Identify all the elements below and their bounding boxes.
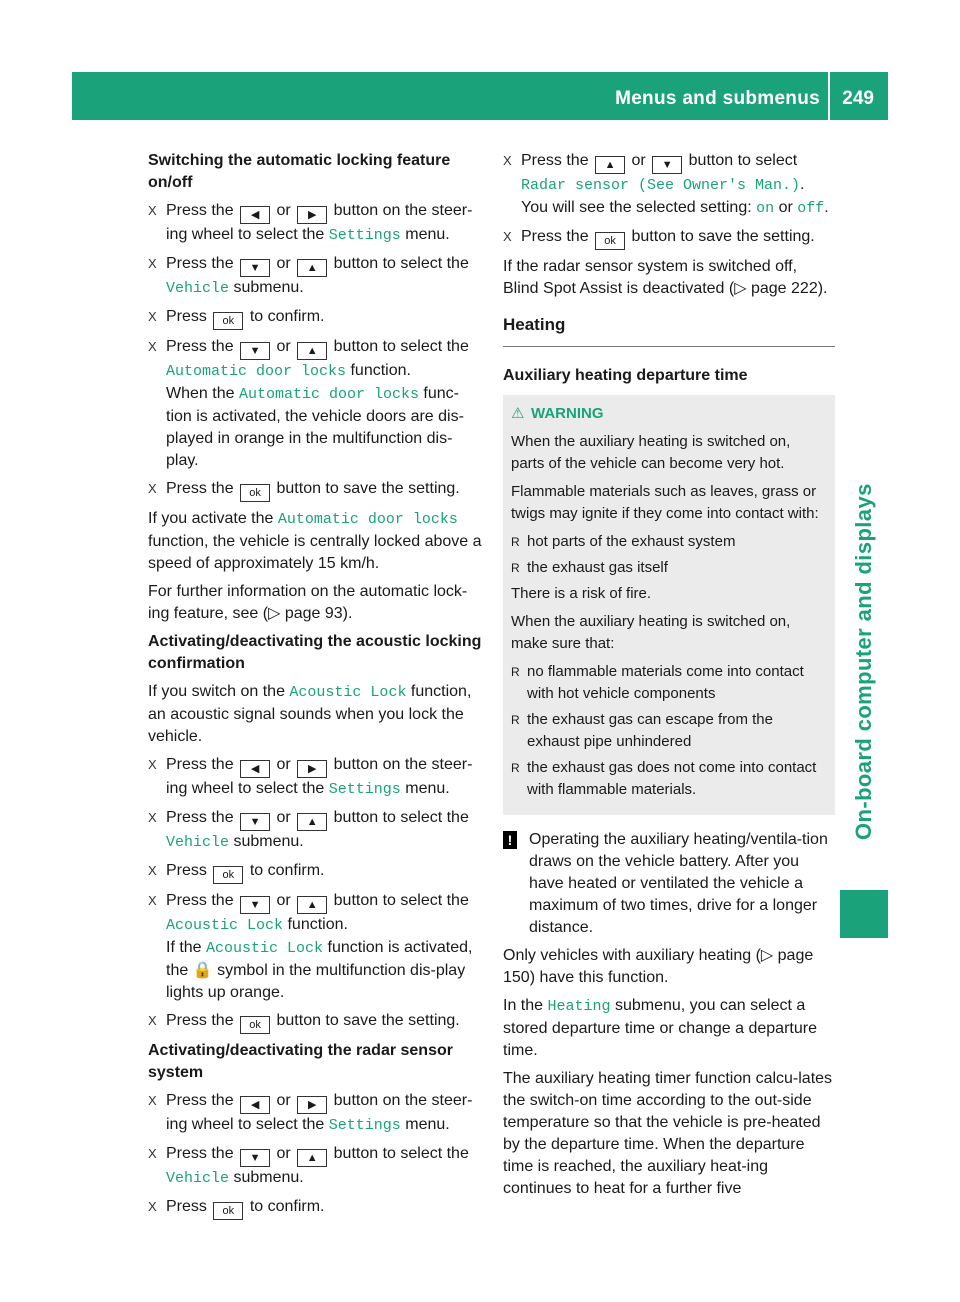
step: X Press the ◀ or ▶ button on the steer-ing wheel to select the Settings menu.: [148, 202, 473, 244]
ok-key-icon: ok: [240, 484, 270, 502]
bullet-icon: R: [511, 561, 520, 575]
step: X Press the ▲ or ▼ button to select Radar sensor (See Owner's Man.). You will see the selected setting: on or off.: [503, 152, 829, 217]
paragraph: If you switch on the Acoustic Lock function, an acoustic signal sounds when you lock the vehicle.: [148, 683, 472, 745]
step-arrow-icon: X: [503, 229, 512, 244]
warning-box: [503, 395, 835, 815]
step: X Press the ▼ or ▲ button to select the Automatic door locks function. When the Automatic door locks func-tion is activated, the vehicle doors are dis-played in orange in the multifunction dis-play.: [148, 338, 469, 469]
section-heading-heating: Heating: [503, 314, 835, 347]
warning-text: Flammable materials such as leaves, grass or twigs may ignite if they come into contact with:: [511, 483, 819, 522]
down-key-icon: ▼: [240, 342, 270, 360]
step-arrow-icon: X: [148, 1199, 157, 1214]
step: X Press ok to confirm.: [148, 306, 482, 330]
left-key-icon: ◀: [240, 1096, 270, 1114]
step-arrow-icon: X: [148, 256, 157, 271]
chapter-marker: [840, 890, 888, 938]
list-item: R the exhaust gas can escape from the exhaust pipe unhindered: [511, 711, 773, 750]
ok-key-icon: ok: [213, 312, 243, 330]
exclamation-icon: !: [503, 831, 517, 849]
step: X Press the ok button to save the setting.: [148, 478, 482, 502]
paragraph: In the Heating submenu, you can select a stored departure time or change a departure time.: [503, 997, 817, 1059]
up-key-icon: ▲: [297, 259, 327, 277]
list-item: R no flammable materials come into contact with hot vehicle components: [511, 663, 804, 702]
step-arrow-icon: X: [148, 863, 157, 878]
note: ! Operating the auxiliary heating/ventila-tion draws on the vehicle battery. After you have heated or ventilated the vehicle a maximum of two times, drive for a longer distance.: [503, 829, 835, 939]
step: X Press the ◀ or ▶ button on the steer-ing wheel to select the Settings menu.: [148, 1092, 473, 1134]
bullet-icon: R: [511, 761, 520, 775]
step: X Press ok to confirm.: [148, 1196, 482, 1220]
bullet-icon: R: [511, 535, 520, 549]
step: X Press ok to confirm.: [148, 860, 482, 884]
up-key-icon: ▲: [297, 813, 327, 831]
down-key-icon: ▼: [240, 1149, 270, 1167]
list-item: R the exhaust gas itself: [511, 557, 827, 579]
list-item: R hot parts of the exhaust system: [511, 531, 827, 553]
step-arrow-icon: X: [148, 309, 157, 324]
chapter-title: On-board computer and displays: [851, 483, 876, 840]
lock-icon: 🔒: [192, 962, 213, 979]
paragraph: For further information on the automatic lock-ing feature, see (▷ page 93).: [148, 583, 468, 622]
step: X Press the ▼ or ▲ button to select the Vehicle submenu.: [148, 255, 469, 297]
paragraph: If the radar sensor system is switched off, Blind Spot Assist is deactivated (▷ page 222).: [503, 258, 828, 297]
list-item: R the exhaust gas does not come into contact with flammable materials.: [511, 759, 817, 798]
warning-triangle-icon: ⚠: [511, 405, 525, 422]
step: X Press the ▼ or ▲ button to select the Vehicle submenu.: [148, 809, 469, 851]
warning-text: When the auxiliary heating is switched on, make sure that:: [511, 613, 791, 652]
bullet-icon: R: [511, 665, 520, 679]
right-column: [503, 150, 835, 1206]
paragraph: Only vehicles with auxiliary heating (▷ page 150) have this function.: [503, 947, 814, 986]
step-arrow-icon: X: [503, 153, 512, 168]
down-key-icon: ▼: [652, 156, 682, 174]
ok-key-icon: ok: [595, 232, 625, 250]
step: X Press the ▼ or ▲ button to select the Vehicle submenu.: [148, 1145, 469, 1187]
paragraph: If you activate the Automatic door locks function, the vehicle is centrally locked above a speed of approximately 15 km/h.: [148, 510, 482, 572]
ok-key-icon: ok: [213, 1202, 243, 1220]
step: X Press the ◀ or ▶ button on the steer-ing wheel to select the Settings menu.: [148, 756, 473, 798]
step-arrow-icon: X: [148, 1093, 157, 1108]
step: X Press the ▼ or ▲ button to select the Acoustic Lock function. If the Acoustic Lock function is activated, the 🔒 symbol in the multifunction dis-play lights up orange.: [148, 892, 473, 1001]
step-arrow-icon: X: [148, 203, 157, 218]
ok-key-icon: ok: [240, 1016, 270, 1034]
right-key-icon: ▶: [297, 760, 327, 778]
down-key-icon: ▼: [240, 813, 270, 831]
ok-key-icon: ok: [213, 866, 243, 884]
left-column: [148, 150, 482, 1226]
step: X Press the ok button to save the setting.: [503, 226, 835, 250]
up-key-icon: ▲: [297, 896, 327, 914]
up-key-icon: ▲: [297, 342, 327, 360]
step-arrow-icon: X: [148, 1146, 157, 1161]
up-key-icon: ▲: [297, 1149, 327, 1167]
heading-departure-time: Auxiliary heating departure time: [503, 367, 748, 384]
heading-acoustic: Activating/deactivating the acoustic locking confirmation: [148, 633, 482, 672]
heading-radar: Activating/deactivating the radar sensor system: [148, 1042, 453, 1081]
step-arrow-icon: X: [148, 757, 157, 772]
heading-auto-lock: Switching the automatic locking feature on/off: [148, 152, 451, 191]
section-title: Menus and submenus: [615, 88, 820, 109]
step-arrow-icon: X: [148, 810, 157, 825]
header-bar: [72, 72, 888, 120]
paragraph: The auxiliary heating timer function calcu-lates the switch-on time according to the out-side temperature so that the vehicle is pre-heated by the departure time. When the departure time is reached, the auxiliary heat-ing continues to heat for a further five: [503, 1070, 833, 1197]
down-key-icon: ▼: [240, 896, 270, 914]
step-arrow-icon: X: [148, 893, 157, 908]
warning-title: ⚠ WARNING: [511, 403, 827, 425]
step-arrow-icon: X: [148, 481, 157, 496]
step: X Press the ok button to save the setting.: [148, 1010, 482, 1034]
step-arrow-icon: X: [148, 339, 157, 354]
left-key-icon: ◀: [240, 760, 270, 778]
up-key-icon: ▲: [595, 156, 625, 174]
right-key-icon: ▶: [297, 1096, 327, 1114]
warning-text: When the auxiliary heating is switched on, parts of the vehicle can become very hot.: [511, 433, 791, 472]
bullet-icon: R: [511, 713, 520, 727]
page-number: 249: [842, 88, 874, 109]
down-key-icon: ▼: [240, 259, 270, 277]
side-tab: [840, 120, 888, 1130]
left-key-icon: ◀: [240, 206, 270, 224]
right-key-icon: ▶: [297, 206, 327, 224]
header-separator: [828, 72, 830, 120]
warning-text: There is a risk of fire.: [511, 585, 652, 602]
step-arrow-icon: X: [148, 1013, 157, 1028]
